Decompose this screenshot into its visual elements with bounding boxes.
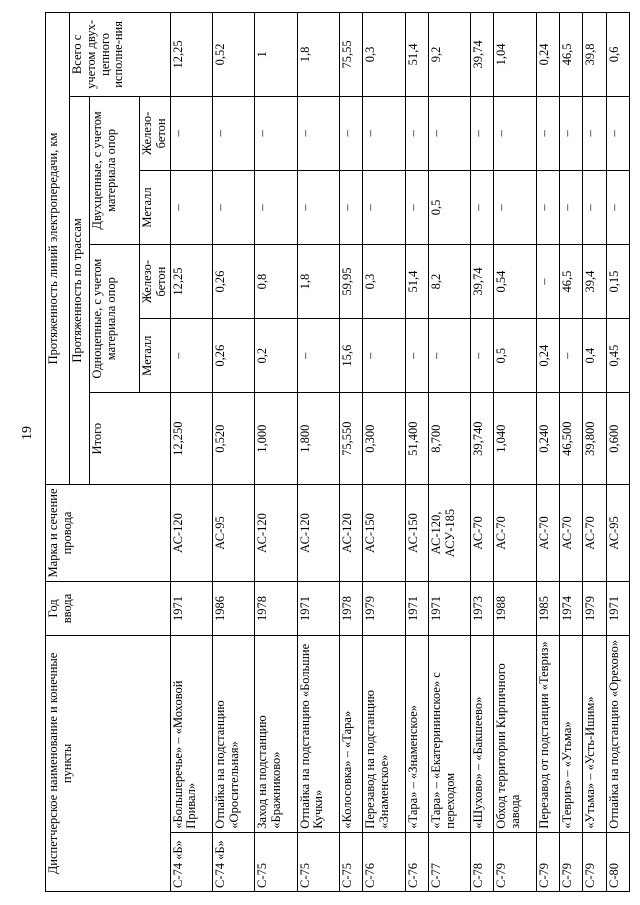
cell-wire: АС-150 — [363, 484, 405, 581]
table-row — [363, 13, 405, 892]
cell-d-metal: – — [536, 170, 559, 244]
cell-name: «Тара» – «Екатерининское» с переходом — [428, 635, 470, 832]
cell-d-metal: – — [297, 170, 339, 244]
cell-name: «Тевриз» – «Утьма» — [560, 635, 583, 832]
cell-name: Заход на подстанцию «Бражниково» — [255, 635, 297, 832]
cell-code: С-79 — [494, 832, 536, 891]
cell-wire: АС-95 — [212, 484, 254, 581]
cell-d-conc: – — [560, 96, 583, 170]
header-year: Год ввода — [46, 582, 171, 636]
cell-d-conc: – — [363, 96, 405, 170]
cell-all: 1,04 — [494, 13, 536, 97]
cell-name: «Тара» – «Знаменское» — [405, 635, 428, 832]
cell-name: Отпайка на подстанцию «Большие Кучки» — [297, 635, 339, 832]
cell-all: 46,5 — [560, 13, 583, 97]
cell-year: 1971 — [428, 582, 470, 636]
cell-total: 0,600 — [606, 393, 629, 485]
cell-all: 0,3 — [363, 13, 405, 97]
cell-name: «Колосовка» – «Тара» — [339, 635, 362, 832]
cell-year: 1971 — [170, 582, 212, 636]
cell-code: С-74 «Б» — [170, 832, 212, 891]
cell-wire: АС-120 — [297, 484, 339, 581]
table-row — [606, 13, 629, 892]
cell-s-conc: 39,74 — [471, 245, 494, 319]
cell-wire: АС-70 — [583, 484, 606, 581]
cell-all: 75,55 — [339, 13, 362, 97]
cell-d-metal: – — [606, 170, 629, 244]
cell-total: 1,800 — [297, 393, 339, 485]
cell-s-metal: 0,4 — [583, 319, 606, 393]
cell-s-metal: 0,5 — [494, 319, 536, 393]
cell-year: 1978 — [339, 582, 362, 636]
cell-year: 1974 — [560, 582, 583, 636]
cell-s-metal: 0,24 — [536, 319, 559, 393]
cell-year: 1979 — [583, 582, 606, 636]
cell-all: 51,4 — [405, 13, 428, 97]
cell-d-conc: – — [428, 96, 470, 170]
cell-total: 0,240 — [536, 393, 559, 485]
cell-name: Перезавод от подстанции «Тевриз» — [536, 635, 559, 832]
cell-code: С-74 «Б» — [212, 832, 254, 891]
cell-all: 0,24 — [536, 13, 559, 97]
cell-s-metal: – — [297, 319, 339, 393]
header-all: Всего с учетом двух-цепного исполне-ния — [70, 13, 171, 97]
cell-d-metal: 0,5 — [428, 170, 470, 244]
cell-s-conc: 8,2 — [428, 245, 470, 319]
cell-year: 1973 — [471, 582, 494, 636]
cell-total: 1,000 — [255, 393, 297, 485]
table-row — [471, 13, 494, 892]
cell-s-metal: – — [405, 319, 428, 393]
table-row — [494, 13, 536, 892]
header-single: Одноцепные, с учетом материала опор — [90, 245, 140, 393]
cell-total: 75,550 — [339, 393, 362, 485]
cell-s-metal: – — [363, 319, 405, 393]
cell-s-conc: 0,15 — [606, 245, 629, 319]
cell-d-conc: – — [212, 96, 254, 170]
cell-total: 1,040 — [494, 393, 536, 485]
cell-code: С-77 — [428, 832, 470, 891]
cell-s-conc: 1,8 — [297, 245, 339, 319]
cell-d-conc: – — [583, 96, 606, 170]
cell-code: С-75 — [255, 832, 297, 891]
cell-s-conc: 12,25 — [170, 245, 212, 319]
cell-all: 39,8 — [583, 13, 606, 97]
cell-s-conc: – — [536, 245, 559, 319]
cell-wire: АС-95 — [606, 484, 629, 581]
cell-year: 1971 — [297, 582, 339, 636]
cell-d-conc: – — [255, 96, 297, 170]
cell-s-metal: – — [170, 319, 212, 393]
table-row — [560, 13, 583, 892]
cell-d-metal: – — [170, 170, 212, 244]
cell-s-conc: 0,54 — [494, 245, 536, 319]
cell-d-metal: – — [212, 170, 254, 244]
cell-all: 1 — [255, 13, 297, 97]
cell-s-metal: 15,6 — [339, 319, 362, 393]
cell-year: 1986 — [212, 582, 254, 636]
cell-total: 39,800 — [583, 393, 606, 485]
cell-s-conc: 39,4 — [583, 245, 606, 319]
cell-s-metal: – — [428, 319, 470, 393]
table-row — [297, 13, 339, 892]
cell-year: 1979 — [363, 582, 405, 636]
page-number: 19 — [20, 426, 35, 440]
cell-d-metal: – — [339, 170, 362, 244]
rotated-table-wrapper — [45, 12, 630, 892]
cell-s-conc: 0,3 — [363, 245, 405, 319]
cell-all: 0,6 — [606, 13, 629, 97]
cell-s-metal: – — [471, 319, 494, 393]
cell-d-conc: – — [339, 96, 362, 170]
cell-code: С-78 — [471, 832, 494, 891]
cell-name: Отпайка на подстанцию «Оросительная» — [212, 635, 254, 832]
header-single-metal: Металл — [140, 319, 171, 393]
cell-s-conc: 0,26 — [212, 245, 254, 319]
cell-d-conc: – — [405, 96, 428, 170]
table-row — [255, 13, 297, 892]
cell-wire: АС-120 — [170, 484, 212, 581]
cell-all: 12,25 — [170, 13, 212, 97]
cell-total: 46,500 — [560, 393, 583, 485]
table-row — [339, 13, 362, 892]
cell-s-metal: 0,45 — [606, 319, 629, 393]
cell-name: Отпайка на подстанцию «Орехово» — [606, 635, 629, 832]
cell-d-metal: – — [560, 170, 583, 244]
cell-s-metal: – — [560, 319, 583, 393]
cell-total: 51,400 — [405, 393, 428, 485]
cell-total: 0,520 — [212, 393, 254, 485]
cell-d-conc: – — [297, 96, 339, 170]
header-name: Диспетчерское наименование и конечные пункты — [46, 635, 171, 891]
cell-code: С-79 — [560, 832, 583, 891]
cell-s-metal: 0,2 — [255, 319, 297, 393]
cell-d-conc: – — [170, 96, 212, 170]
cell-d-metal: – — [255, 170, 297, 244]
cell-s-conc: 51,4 — [405, 245, 428, 319]
cell-all: 1,8 — [297, 13, 339, 97]
header-total: Итого — [90, 393, 171, 485]
table-row — [405, 13, 428, 892]
cell-all: 0,52 — [212, 13, 254, 97]
cell-name: «Утьма» – «Усть-Ишим» — [583, 635, 606, 832]
cell-all: 39,74 — [471, 13, 494, 97]
cell-d-conc: – — [536, 96, 559, 170]
cell-wire: АС-70 — [494, 484, 536, 581]
cell-d-metal: – — [583, 170, 606, 244]
cell-wire: АС-70 — [471, 484, 494, 581]
cell-wire: АС-150 — [405, 484, 428, 581]
header-double-metal: Металл — [140, 170, 171, 244]
cell-d-metal: – — [494, 170, 536, 244]
cell-d-conc: – — [471, 96, 494, 170]
cell-code: С-76 — [405, 832, 428, 891]
cell-total: 0,300 — [363, 393, 405, 485]
cell-name: Перезавод на подстанцию «Знаменское» — [363, 635, 405, 832]
header-route-length: Протяженность по трассам — [70, 96, 90, 484]
cell-total: 8,700 — [428, 393, 470, 485]
cell-d-conc: – — [606, 96, 629, 170]
cell-total: 39,740 — [471, 393, 494, 485]
cell-wire: АС-120 — [255, 484, 297, 581]
cell-year: 1971 — [606, 582, 629, 636]
cell-code: С-75 — [339, 832, 362, 891]
cell-s-metal: 0,26 — [212, 319, 254, 393]
cell-wire: АС-120 — [339, 484, 362, 581]
table-row — [428, 13, 470, 892]
header-single-concrete: Железо-бетон — [140, 245, 171, 319]
cell-name: «Шухово» – «Бакшеево» — [471, 635, 494, 832]
cell-name: «Большеречье» – «Моховой Привал» — [170, 635, 212, 832]
header-total-length: Протяженность линий электропередачи, км — [46, 13, 70, 485]
table-row — [212, 13, 254, 892]
cell-d-conc: – — [494, 96, 536, 170]
cell-code: С-76 — [363, 832, 405, 891]
cell-name: Обход территории Кирпичного завода — [494, 635, 536, 832]
cell-code: С-75 — [297, 832, 339, 891]
cell-s-conc: 46,5 — [560, 245, 583, 319]
cell-year: 1988 — [494, 582, 536, 636]
cell-s-conc: 0,8 — [255, 245, 297, 319]
cell-s-conc: 59,95 — [339, 245, 362, 319]
cell-year: 1978 — [255, 582, 297, 636]
cell-wire: АС-70 — [536, 484, 559, 581]
header-wire: Марка и сечение провода — [46, 484, 171, 581]
table-row — [536, 13, 559, 892]
table-row — [583, 13, 606, 892]
cell-code: С-79 — [536, 832, 559, 891]
cell-all: 9,2 — [428, 13, 470, 97]
table-row — [170, 13, 212, 892]
header-double: Двухцепные, с учетом материала опор — [90, 96, 140, 244]
cell-code: С-80 — [606, 832, 629, 891]
header-double-concrete: Железо-бетон — [140, 96, 171, 170]
cell-wire: АС-120, АСУ-185 — [428, 484, 470, 581]
cell-d-metal: – — [405, 170, 428, 244]
cell-total: 12,250 — [170, 393, 212, 485]
cell-code: С-79 — [583, 832, 606, 891]
power-lines-table — [45, 12, 630, 892]
cell-wire: АС-70 — [560, 484, 583, 581]
cell-year: 1985 — [536, 582, 559, 636]
cell-year: 1971 — [405, 582, 428, 636]
cell-d-metal: – — [471, 170, 494, 244]
cell-d-metal: – — [363, 170, 405, 244]
